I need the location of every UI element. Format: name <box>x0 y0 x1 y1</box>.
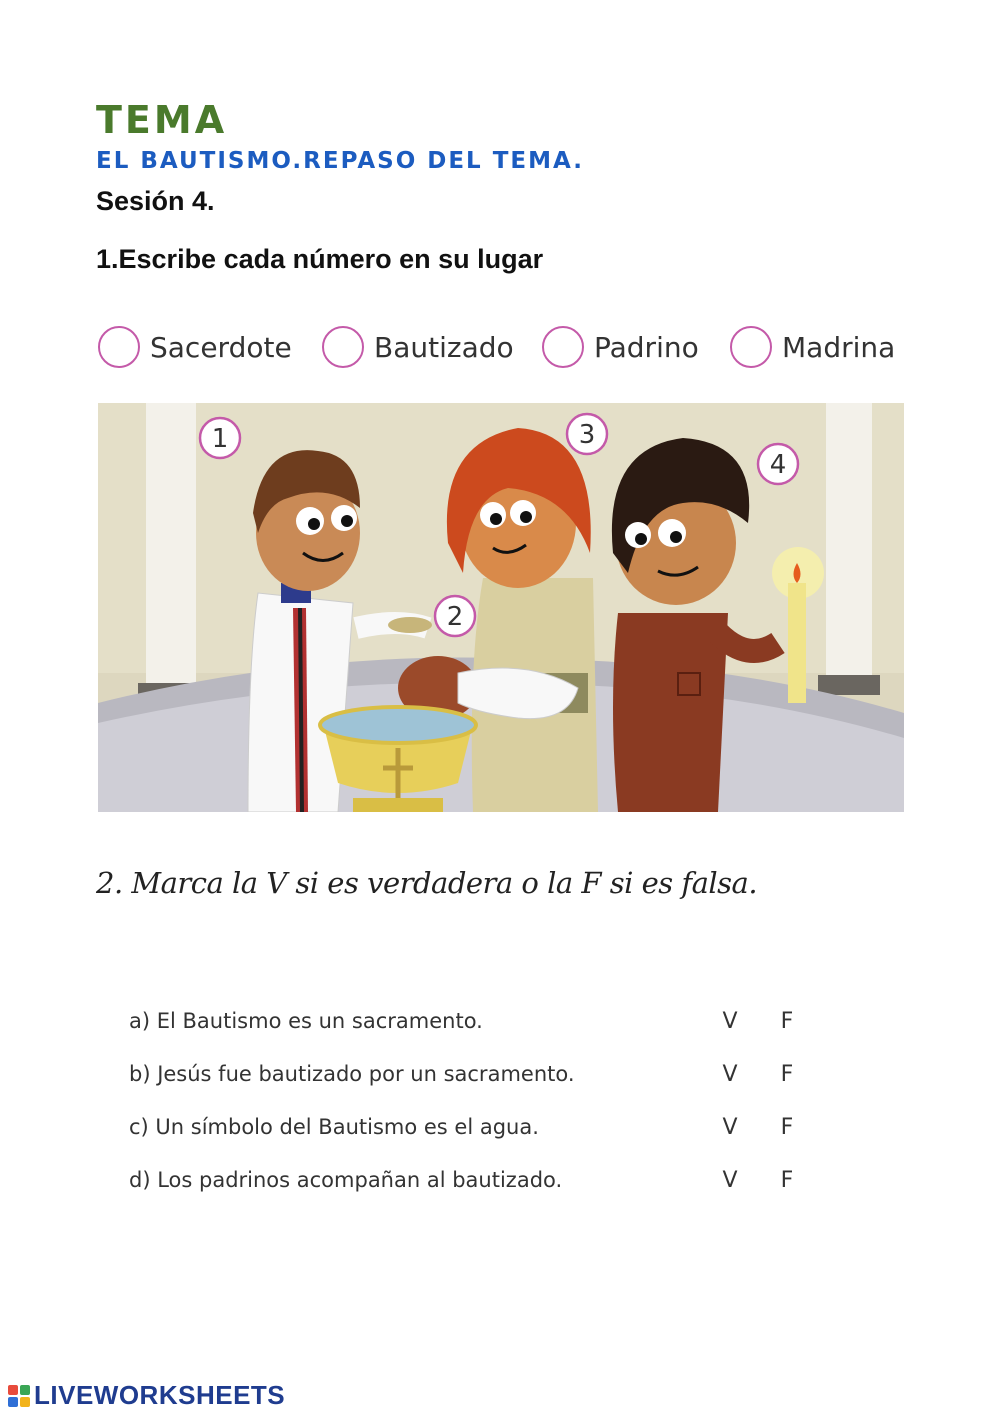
label-sacerdote: Sacerdote <box>150 330 292 364</box>
label-madrina: Madrina <box>782 330 896 364</box>
label-bautizado: Bautizado <box>374 330 514 364</box>
session-label: Sesión 4. <box>96 186 215 216</box>
label-padrino: Padrino <box>594 330 699 364</box>
false-option-b[interactable]: F <box>780 1062 794 1087</box>
liveworksheets-logo-icon <box>8 1385 30 1407</box>
marker-4 <box>758 444 798 484</box>
footer-brand-text: LIVEWORKSHEETS <box>34 1380 286 1410</box>
page-title: TEMA <box>96 98 228 142</box>
marker-4-label: 4 <box>769 450 787 480</box>
marker-3 <box>567 414 607 454</box>
statement-d: d) Los padrinos acompañan al bautizado. <box>129 1168 563 1192</box>
answer-circle-padrino[interactable] <box>542 326 584 368</box>
false-option-c[interactable]: F <box>780 1115 794 1140</box>
true-option-a[interactable]: V <box>722 1009 738 1034</box>
statement-b: b) Jesús fue bautizado por un sacramento. <box>129 1062 575 1086</box>
question-2-instruction: 2. Marca la V si es verdadera o la F si es falsa. <box>96 866 758 900</box>
answer-slot-madrina <box>730 322 895 372</box>
footer-brand <box>8 1380 285 1411</box>
marker-2 <box>435 596 475 636</box>
page-subtitle: EL BAUTISMO.REPASO DEL TEMA. <box>96 148 584 174</box>
question-1-instruction: 1.Escribe cada número en su lugar <box>96 244 544 274</box>
marker-2-label: 2 <box>446 602 464 632</box>
marker-3-label: 3 <box>578 420 596 450</box>
marker-1 <box>200 418 240 458</box>
statement-a: a) El Bautismo es un sacramento. <box>129 1009 483 1033</box>
statement-c: c) Un símbolo del Bautismo es el agua. <box>129 1115 539 1139</box>
answer-circle-madrina[interactable] <box>730 326 772 368</box>
baptism-illustration <box>98 403 904 812</box>
false-option-a[interactable]: F <box>780 1009 794 1034</box>
true-option-d[interactable]: V <box>722 1168 738 1193</box>
answer-slot-padrino <box>542 322 699 372</box>
marker-1-label: 1 <box>211 424 229 454</box>
true-option-c[interactable]: V <box>722 1115 738 1140</box>
answer-slot-bautizado <box>322 322 514 372</box>
false-option-d[interactable]: F <box>780 1168 794 1193</box>
answer-slot-sacerdote <box>98 322 292 372</box>
answer-circle-bautizado[interactable] <box>322 326 364 368</box>
true-option-b[interactable]: V <box>722 1062 738 1087</box>
answer-circle-sacerdote[interactable] <box>98 326 140 368</box>
